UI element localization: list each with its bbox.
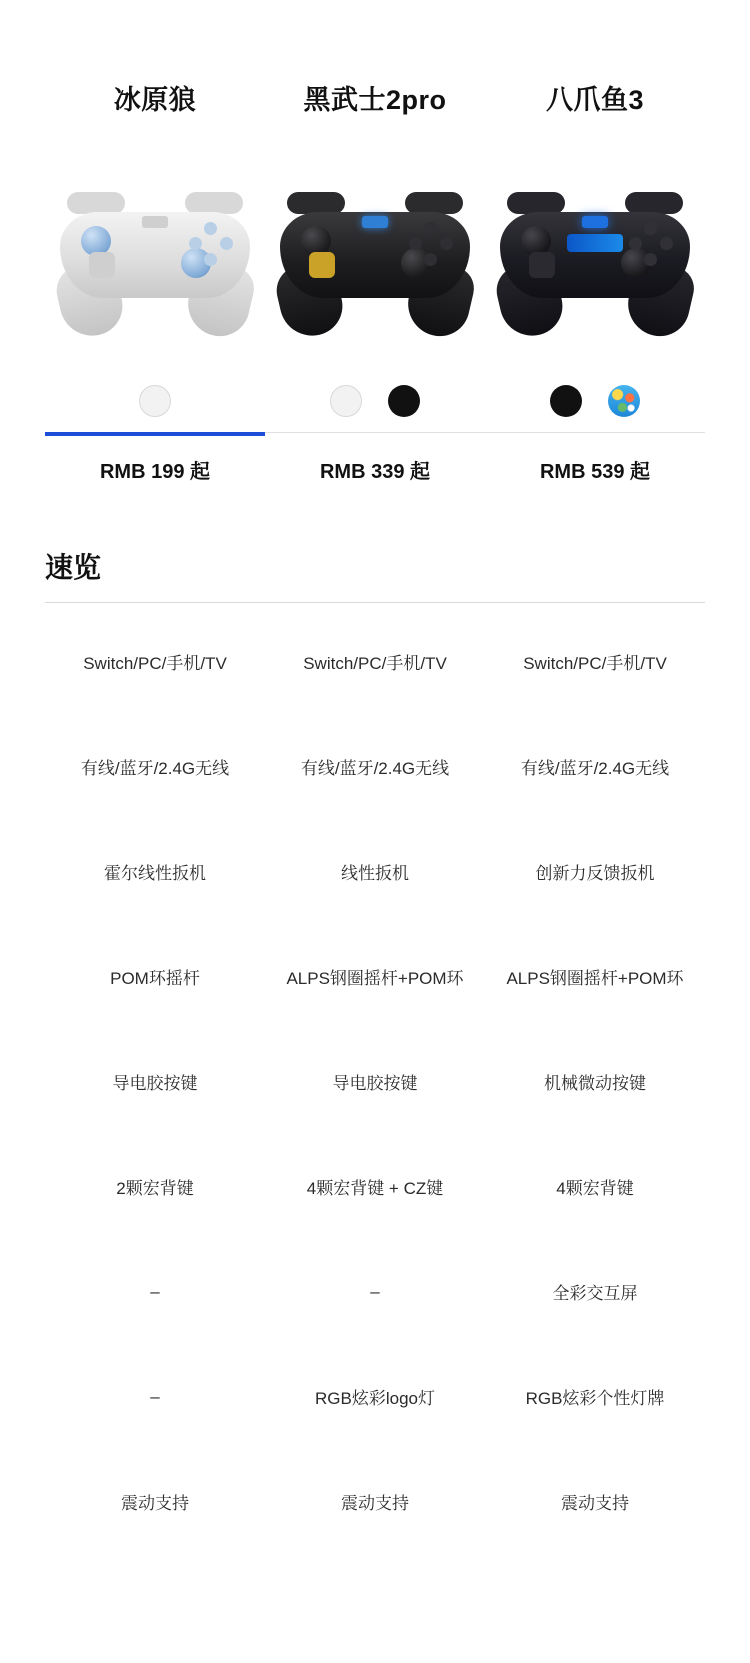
spec-cell: 4颗宏背键	[556, 1179, 634, 1198]
spec-cell: –	[370, 1281, 380, 1301]
spec-cell: 有线/蓝牙/2.4G无线	[80, 759, 230, 778]
gamepad-octopus-3-image	[493, 170, 698, 340]
product-title: 冰原狼	[113, 85, 197, 115]
spec-cell: 2颗宏背键	[116, 1179, 194, 1198]
color-swatch-black[interactable]	[388, 385, 420, 417]
spec-cell: Switch/PC/手机/TV	[523, 654, 667, 673]
table-row	[45, 1449, 705, 1554]
table-row	[45, 924, 705, 1029]
table-row	[45, 714, 705, 819]
table-row	[45, 1344, 705, 1449]
color-swatch-white[interactable]	[330, 385, 362, 417]
table-row	[45, 819, 705, 924]
product-card-black-warrior-2pro[interactable]	[265, 78, 485, 484]
color-swatches	[330, 374, 420, 428]
price-row	[265, 432, 485, 484]
product-price: RMB 199 起	[99, 461, 211, 483]
spec-cell: 创新力反馈扳机	[535, 864, 655, 883]
product-card-octopus-3[interactable]	[485, 78, 705, 484]
spec-cell: 导电胶按键	[112, 1074, 198, 1093]
spec-cell: RGB炫彩个性灯牌	[525, 1389, 665, 1408]
spec-cell: –	[150, 1386, 160, 1406]
section-title: 速览	[45, 552, 102, 583]
spec-cell: 震动支持	[121, 1494, 189, 1513]
spec-cell: ALPS钢圈摇杆+POM环	[506, 969, 684, 988]
table-row	[45, 609, 705, 714]
spec-cell: 有线/蓝牙/2.4G无线	[520, 759, 670, 778]
product-price: RMB 339 起	[319, 461, 431, 483]
spec-section	[0, 546, 750, 1554]
table-row	[45, 1029, 705, 1134]
spec-table	[45, 609, 705, 1554]
table-row	[45, 1239, 705, 1344]
product-list	[0, 0, 750, 484]
gamepad-black-warrior-2pro-image	[273, 170, 478, 340]
product-title: 黑武士2pro	[303, 85, 447, 115]
spec-cell: Switch/PC/手机/TV	[83, 654, 227, 673]
product-price: RMB 539 起	[539, 461, 651, 483]
spec-cell: ALPS钢圈摇杆+POM环	[286, 969, 464, 988]
table-row	[45, 1134, 705, 1239]
spec-cell: 霍尔线性扳机	[104, 864, 206, 883]
spec-cell: 导电胶按键	[332, 1074, 418, 1093]
spec-cell: 震动支持	[341, 1494, 409, 1513]
spec-cell: –	[150, 1281, 160, 1301]
product-title: 八爪鱼3	[545, 85, 645, 115]
product-card-ice-wolf[interactable]	[45, 78, 265, 484]
color-swatches	[139, 374, 171, 428]
gamepad-ice-wolf-image	[53, 170, 258, 340]
price-row-selected	[45, 432, 265, 484]
spec-cell: 线性扳机	[341, 864, 409, 883]
color-swatches	[550, 374, 640, 428]
spec-cell: 震动支持	[561, 1494, 629, 1513]
color-swatch-multicolor[interactable]	[608, 385, 640, 417]
spec-cell: Switch/PC/手机/TV	[303, 654, 447, 673]
spec-cell: RGB炫彩logo灯	[315, 1389, 435, 1408]
section-divider	[45, 602, 705, 603]
spec-cell: 机械微动按键	[544, 1074, 646, 1093]
price-row	[485, 432, 705, 484]
color-swatch-black[interactable]	[550, 385, 582, 417]
spec-cell: 全彩交互屏	[552, 1284, 638, 1303]
color-swatch-white[interactable]	[139, 385, 171, 417]
spec-cell: 有线/蓝牙/2.4G无线	[300, 759, 450, 778]
spec-cell: 4颗宏背键 + CZ键	[306, 1179, 444, 1198]
spec-cell: POM环摇杆	[110, 969, 200, 988]
